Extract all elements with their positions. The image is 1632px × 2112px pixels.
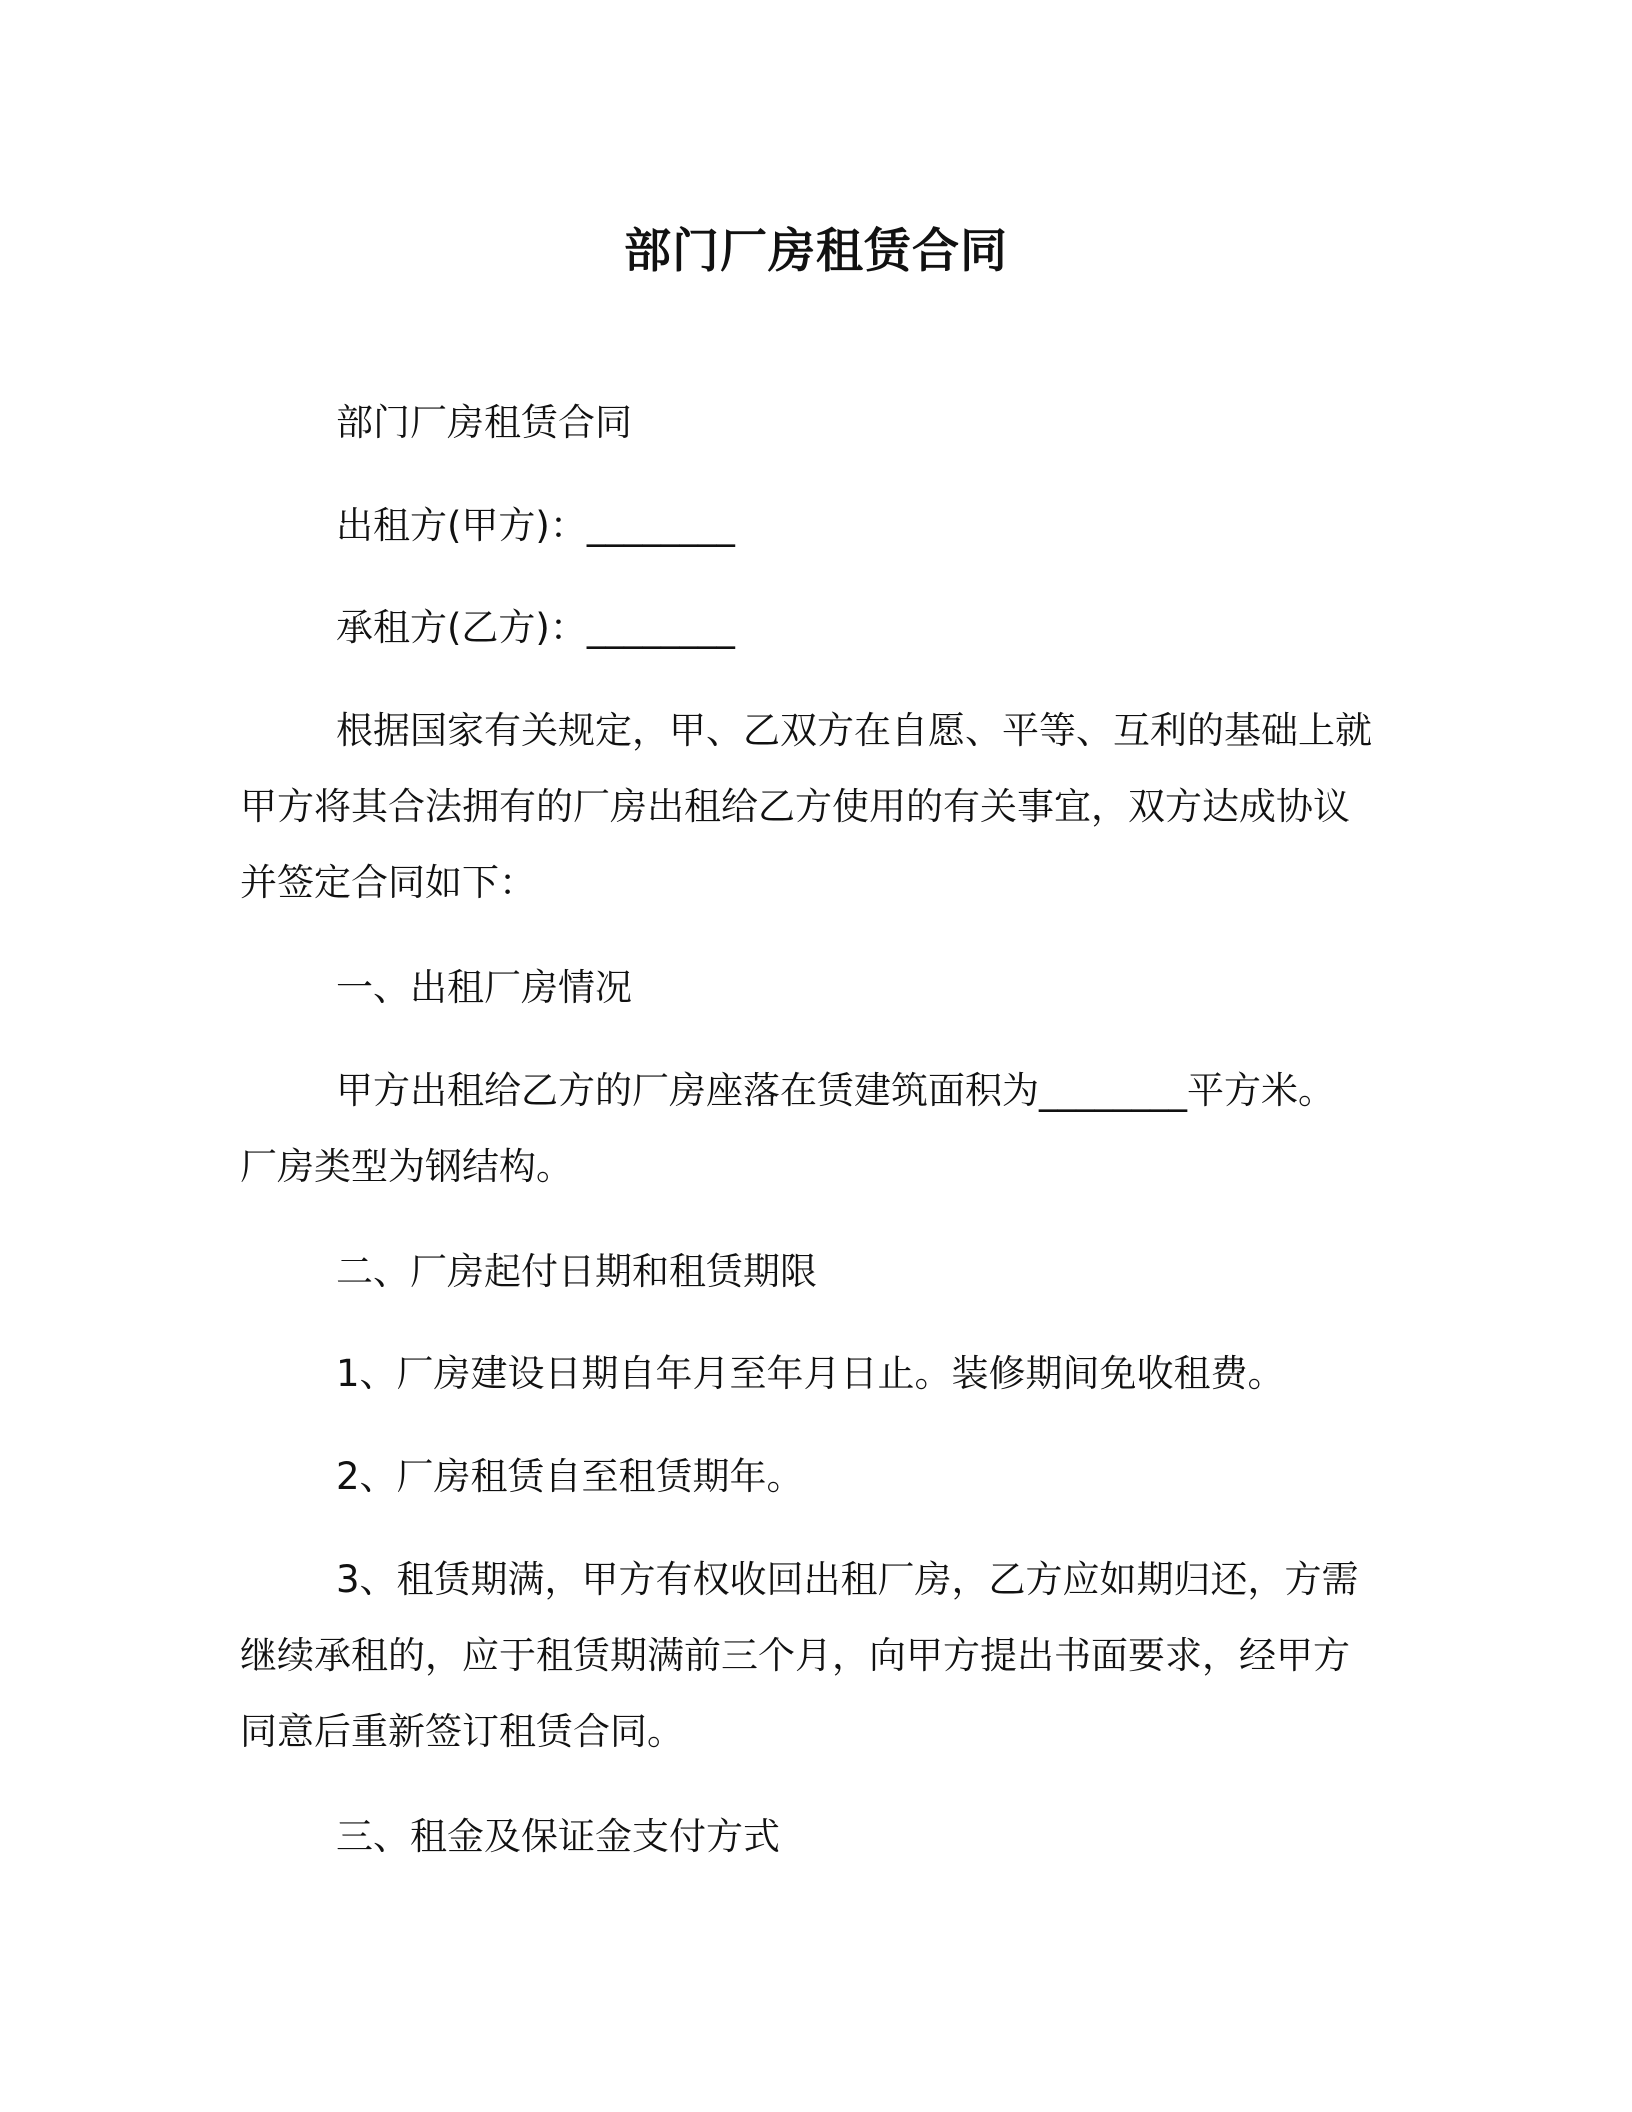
paragraph-line: 根据国家有关规定，甲、乙双方在自愿、平等、互利的基础上就 (336, 709, 1372, 752)
document-title: 部门厂房租赁合同 (624, 224, 1008, 279)
paragraph-line: 三、租金及保证金支付方式 (336, 1815, 780, 1858)
preamble-paragraph (240, 693, 1380, 921)
lessor-paragraph (240, 488, 1476, 564)
paragraph-line: 出租方(甲方)：________ (336, 504, 735, 547)
paragraph-line: 承租方(乙方)：________ (336, 606, 735, 649)
section-heading-2 (240, 1234, 1476, 1310)
section-heading-1 (240, 950, 1476, 1026)
paragraph-line: 1、厂房建设日期自年月至年月日止。装修期间免收租费。 (336, 1352, 1285, 1395)
clause-2-1 (240, 1336, 1476, 1412)
paragraph-line: 部门厂房租赁合同 (336, 401, 632, 444)
paragraph-line: 同意后重新签订租赁合同。 (240, 1710, 684, 1753)
paragraph-line: 甲方出租给乙方的厂房座落在赁建筑面积为________平方米。 (336, 1069, 1335, 1112)
paragraph-line: 一、出租厂房情况 (336, 966, 632, 1009)
paragraph-line: 甲方将其合法拥有的厂房出租给乙方使用的有关事宜，双方达成协议 (240, 785, 1350, 828)
subtitle-paragraph (240, 385, 1476, 461)
paragraph-line: 3、租赁期满，甲方有权收回出租厂房，乙方应如期归还，方需 (336, 1558, 1359, 1601)
paragraph-line: 二、厂房起付日期和租赁期限 (336, 1250, 817, 1293)
paragraph-line: 继续承租的，应于租赁期满前三个月，向甲方提出书面要求，经甲方 (240, 1634, 1350, 1677)
section-heading-3 (240, 1799, 1476, 1875)
paragraph-line: 厂房类型为钢结构。 (240, 1145, 573, 1188)
lessee-paragraph (240, 590, 1476, 666)
paragraph-line: 2、厂房租赁自至租赁期年。 (336, 1455, 804, 1498)
paragraph-line: 并签定合同如下： (240, 861, 536, 904)
clause-2-3 (240, 1542, 1380, 1770)
clause-2-2 (240, 1439, 1476, 1515)
premises-paragraph (240, 1053, 1380, 1205)
